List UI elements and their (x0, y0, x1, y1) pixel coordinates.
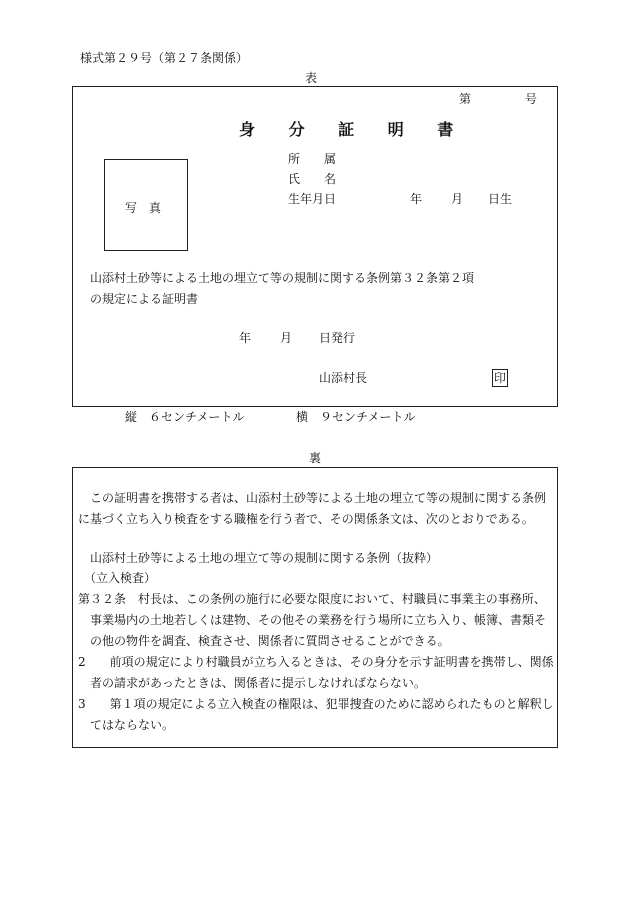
front-side-label: 表 (305, 71, 318, 85)
issuer: 山添村長 (319, 371, 368, 385)
field-name: 氏 名 (288, 172, 337, 186)
statement-line-1: 山添村土砂等による土地の埋立て等の規制に関する条例第３２条第２項 (90, 271, 475, 285)
back-card (72, 467, 558, 748)
seal-stamp: 印 (493, 371, 506, 385)
item3-line-1: 3 第１項の規定による立入検査の権限は、犯罪捜査のために認められたものと解釈し (78, 697, 554, 711)
field-affiliation: 所 属 (288, 152, 337, 166)
card-title: 身 分 証 明 書 (239, 120, 468, 139)
section-heading: （立入検査） (84, 571, 157, 585)
size-note-height: 縦 ６センチメートル (125, 410, 245, 424)
number-dai: 第 (459, 92, 472, 106)
law-title: 山添村土砂等による土地の埋立て等の規制に関する条例（抜粋） (90, 551, 439, 565)
photo-box (104, 159, 188, 251)
item3-line-2: てはならない。 (90, 718, 175, 732)
form-label: 様式第２９号（第２７条関係） (80, 51, 249, 65)
number-gou: 号 (525, 92, 538, 106)
article-line-2: 事業場内の土地若しくは建物、その他その業務を行う場所に立ち入り、帳簿、書類そ (90, 613, 547, 627)
back-side-label: 裏 (309, 451, 322, 465)
field-birthdate: 生年月日 (288, 192, 337, 206)
statement-line-2: の規定による証明書 (90, 292, 199, 306)
issue-day: 日発行 (319, 331, 356, 345)
article-line-3: の他の物件を調査、検査させ、関係者に質問させることができる。 (90, 634, 450, 648)
article-line-1: 第３２条 村長は、この条例の施行に必要な限度において、村職員に事業主の事務所、 (78, 592, 546, 606)
birth-year: 年 (410, 192, 423, 206)
item2-line-2: 者の請求があったときは、関係者に提示しなければならない。 (90, 676, 426, 690)
intro-line-1: この証明書を携帯する者は、山添村土砂等による土地の埋立て等の規制に関する条例 (90, 491, 547, 505)
issue-month: 月 (280, 331, 293, 345)
birth-day: 日生 (488, 192, 513, 206)
intro-line-2: に基づく立ち入り検査をする職権を行う者で、その関係条文は、次のとおりである。 (78, 512, 534, 526)
birth-month: 月 (451, 192, 464, 206)
issue-year: 年 (239, 331, 252, 345)
item2-line-1: 2 前項の規定により村職員が立ち入るときは、その身分を示す証明書を携帯し、関係 (78, 655, 554, 669)
photo-label: 写 真 (125, 201, 162, 215)
size-note-width: 横 ９センチメートル (296, 410, 416, 424)
front-card (72, 86, 558, 407)
